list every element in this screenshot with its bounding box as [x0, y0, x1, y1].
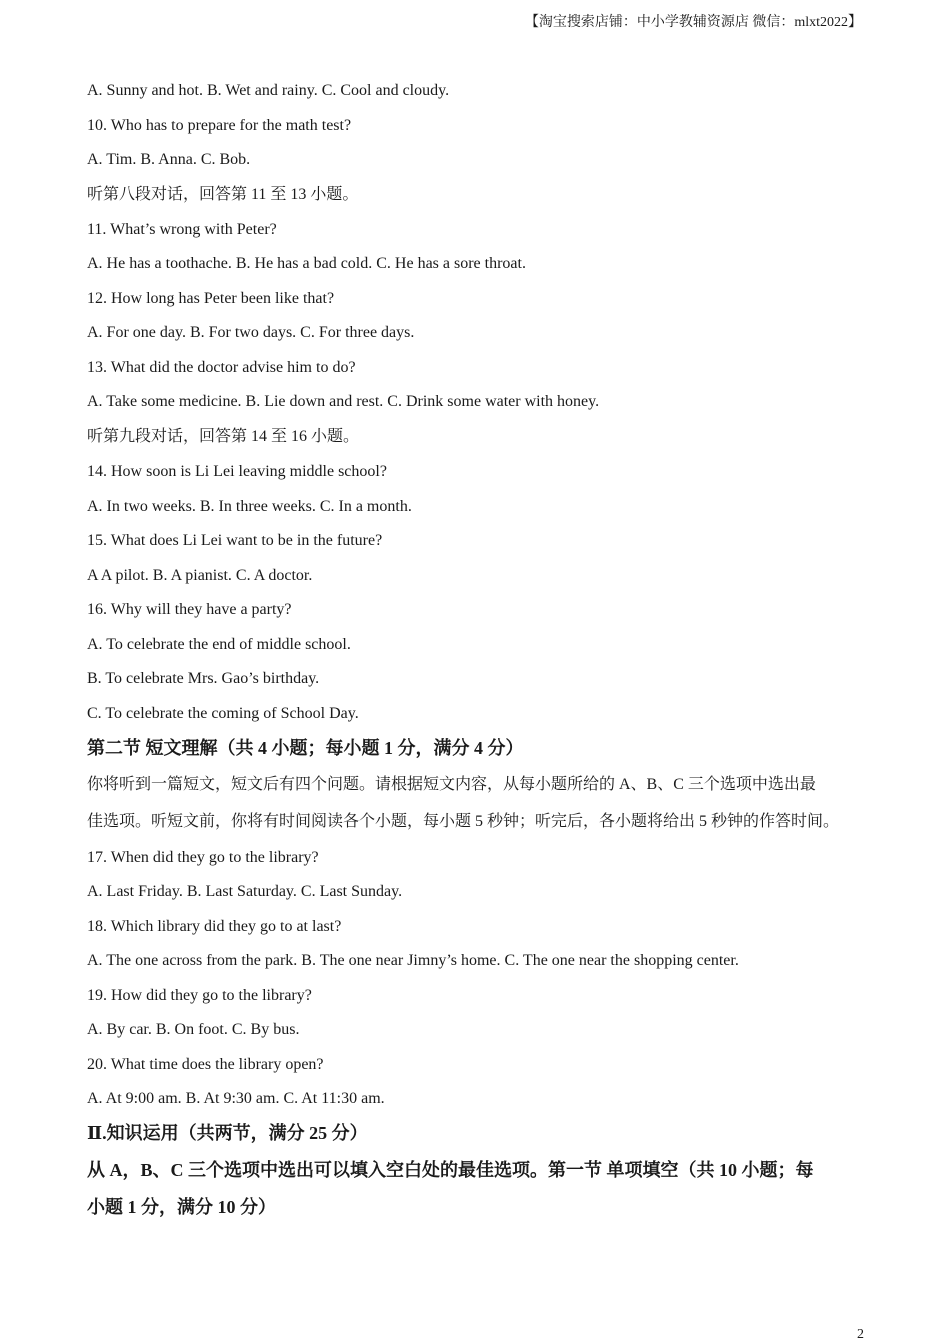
question-12: 12. How long has Peter been like that? [87, 290, 335, 307]
question-13: 13. What did the doctor advise him to do? [87, 359, 356, 376]
section-instruction-dialogue-9: 听第九段对话，回答第 14 至 16 小题。 [87, 428, 360, 445]
question-14: 14. How soon is Li Lei leaving middle school? [87, 463, 387, 480]
page-number: 2 [857, 1327, 864, 1342]
answer-options-q19: A. By car. B. On foot. C. By bus. [87, 1021, 300, 1038]
answer-options-q12: A. For one day. B. For two days. C. For three days. [87, 324, 415, 341]
section-heading-part-ii: Ⅱ.知识运用（共两节，满分 25 分） [87, 1123, 368, 1143]
answer-options-q13: A. Take some medicine. B. Lie down and rest. C. Drink some water with honey. [87, 393, 600, 410]
question-17: 17. When did they go to the library? [87, 849, 319, 866]
question-15: 15. What does Li Lei want to be in the future? [87, 532, 383, 549]
question-19: 19. How did they go to the library? [87, 987, 312, 1004]
question-20: 20. What time does the library open? [87, 1056, 324, 1073]
answer-option-q16-c: C. To celebrate the coming of School Day. [87, 705, 359, 722]
answer-options-q15: A A pilot. B. A pianist. C. A doctor. [87, 567, 313, 584]
question-11: 11. What’s wrong with Peter? [87, 221, 277, 238]
answer-option-q16-a: A. To celebrate the end of middle school. [87, 636, 351, 653]
section-instruction-bold-line1: 从 A，B、C 三个选项中选出可以填入空白处的最佳选项。第一节 单项填空（共 10 小题；每 [87, 1160, 814, 1180]
answer-options-q17: A. Last Friday. B. Last Saturday. C. Last Sunday. [87, 883, 403, 900]
section-instruction-dialogue-8: 听第八段对话，回答第 11 至 13 小题。 [87, 186, 359, 203]
answer-option-q16-b: B. To celebrate Mrs. Gao’s birthday. [87, 670, 320, 687]
answer-options-q20: A. At 9:00 am. B. At 9:30 am. C. At 11:30 am. [87, 1090, 385, 1107]
question-16: 16. Why will they have a party? [87, 601, 292, 618]
answer-options-q18: A. The one across from the park. B. The one near Jimny’s home. C. The one near the shopping center. [87, 952, 739, 969]
answer-options-q9: A. Sunny and hot. B. Wet and rainy. C. Cool and cloudy. [87, 82, 450, 99]
answer-options-q11: A. He has a toothache. B. He has a bad cold. C. He has a sore throat. [87, 255, 526, 272]
question-18: 18. Which library did they go to at last? [87, 918, 342, 935]
answer-options-q14: A. In two weeks. B. In three weeks. C. In a month. [87, 498, 412, 515]
question-10: 10. Who has to prepare for the math test? [87, 117, 352, 134]
section-heading-part2: 第二节 短文理解（共 4 小题；每小题 1 分，满分 4 分） [87, 738, 524, 758]
section-instruction-bold-line2: 小题 1 分，满分 10 分） [87, 1197, 276, 1217]
page-header: 【淘宝搜索店铺：中小学教辅资源店 微信：mlxt2022】 [524, 15, 862, 30]
section-instruction-line1: 你将听到一篇短文，短文后有四个问题。请根据短文内容，从每小题所给的 A、B、C 三个选项中选出最 [87, 776, 816, 793]
answer-options-q10: A. Tim. B. Anna. C. Bob. [87, 151, 251, 168]
section-instruction-line2: 佳选项。听短文前，你将有时间阅读各个小题，每小题 5 秒钟；听完后，各小题将给出 5 秒钟的作答时间。 [87, 813, 840, 830]
